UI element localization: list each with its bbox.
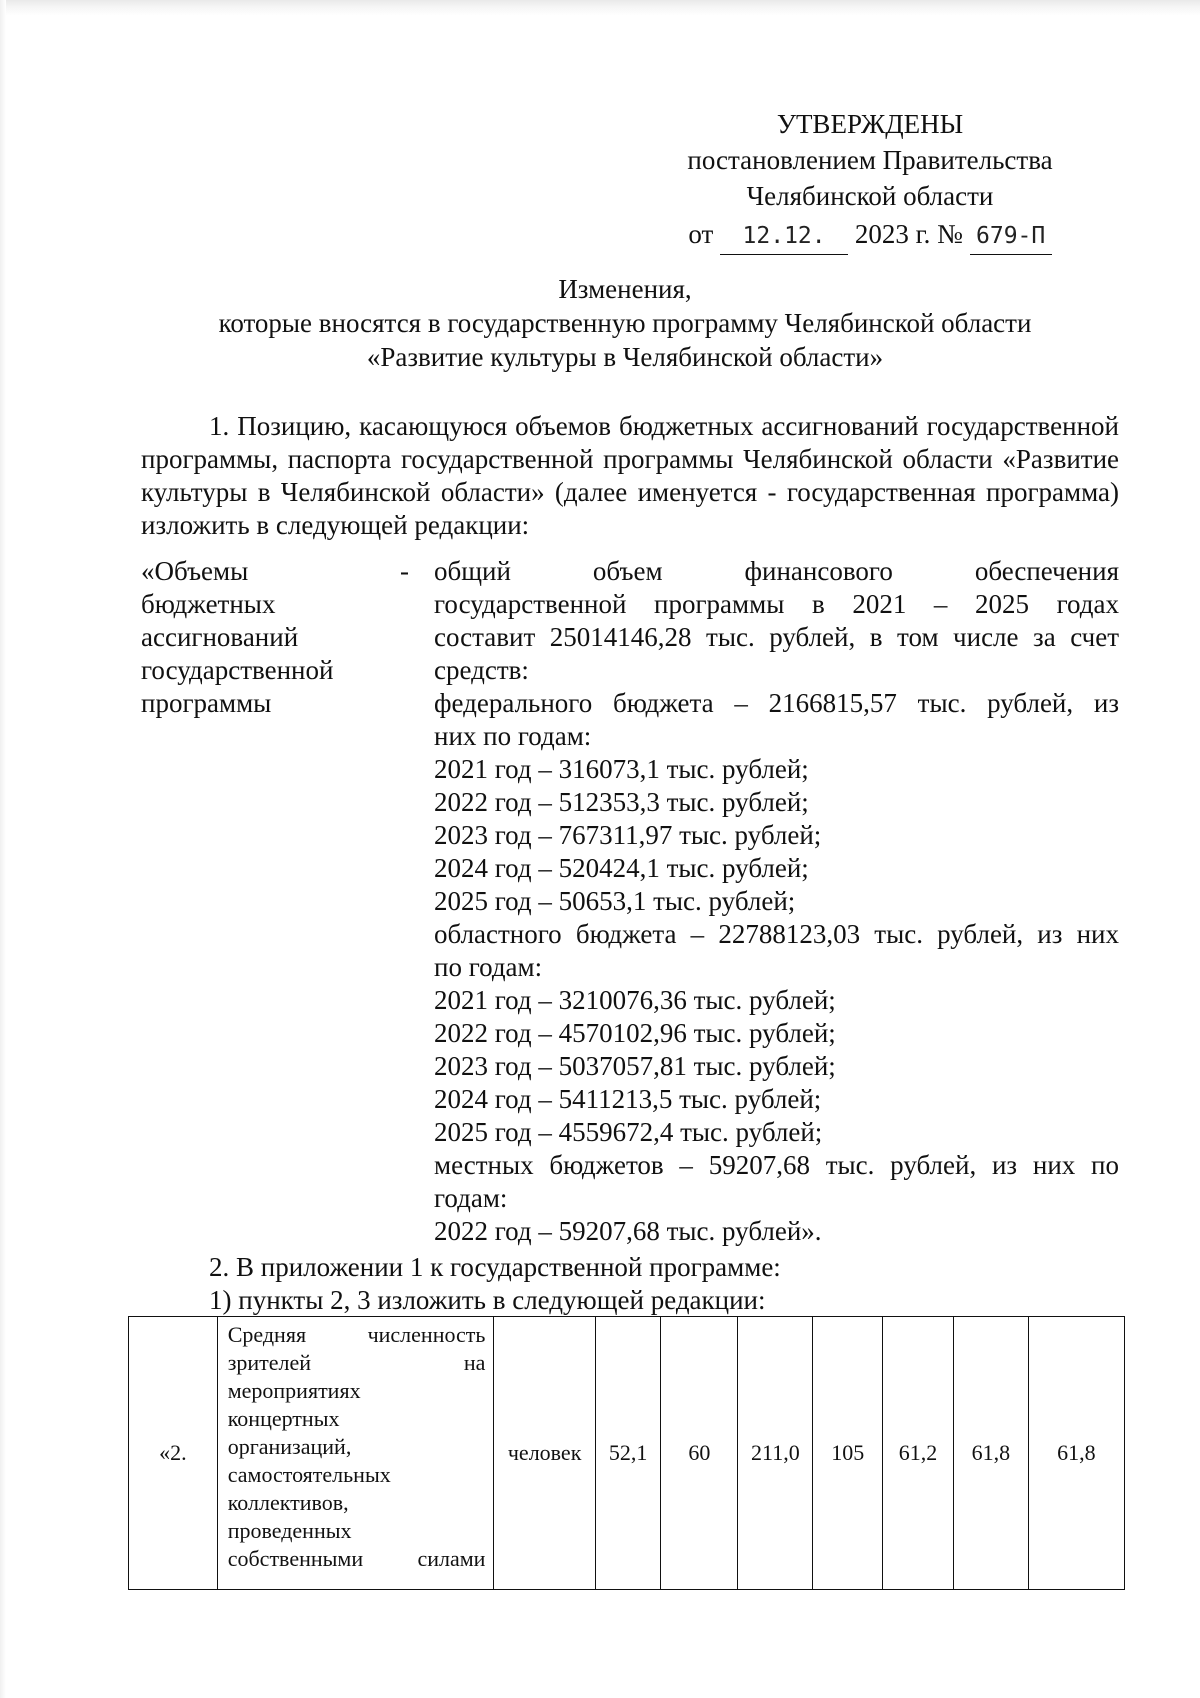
description-line: зрителей на [227, 1350, 486, 1375]
year-label: 2023 г. № [854, 219, 963, 249]
federal-line: них по годам: [434, 721, 592, 751]
scan-edge-left [0, 0, 6, 1698]
allocation-label-line: «Объемы [141, 556, 249, 586]
regional-year: 2023 год – 5037057,81 тыс. рублей; [434, 1051, 836, 1081]
description-line: коллективов, [227, 1490, 349, 1515]
value-cell: 105 [813, 1317, 883, 1590]
local-line: местных бюджетов – 59207,68 тыс. рублей, из них по [434, 1150, 1119, 1180]
regional-year: 2021 год – 3210076,36 тыс. рублей; [434, 985, 836, 1015]
title-line-3: «Развитие культуры в Челябинской области» [366, 342, 884, 372]
value-cell: 60 [661, 1317, 738, 1590]
table-row [129, 1317, 1125, 1590]
local-line: годам: [434, 1183, 508, 1213]
from-label: от [688, 219, 714, 249]
indicators-table [128, 1316, 1125, 1590]
federal-year: 2023 год – 767311,97 тыс. рублей; [434, 820, 822, 850]
value-cell: 61,8 [953, 1317, 1028, 1590]
paragraph-2: 2. В приложении 1 к государственной программе: [209, 1252, 781, 1282]
value-cell: 211,0 [738, 1317, 813, 1590]
federal-year: 2025 год – 50653,1 тыс. рублей; [434, 886, 796, 916]
allocation-details [434, 555, 1119, 1248]
regional-year: 2025 год – 4559672,4 тыс. рублей; [434, 1117, 823, 1147]
row-number: «2. [129, 1317, 218, 1590]
approval-block [640, 106, 1100, 255]
unit-cell: человек [494, 1317, 595, 1590]
regional-line: областного бюджета – 22788123,03 тыс. рублей, из них [434, 919, 1119, 949]
sources-word: средств: [434, 655, 529, 685]
title-line-2: которые вносятся в государственную программу Челябинской области [218, 308, 1032, 338]
approval-heading: УТВЕРЖДЕНЫ [776, 109, 964, 139]
allocation-label-line: программы [141, 688, 272, 718]
value-cell: 52,1 [595, 1317, 660, 1590]
federal-line: федерального бюджета – 2166815,57 тыс. рублей, из [434, 688, 1119, 718]
title-line-1: Изменения, [558, 274, 692, 304]
federal-year: 2021 год – 316073,1 тыс. рублей; [434, 754, 809, 784]
allocation-label-line: бюджетных [141, 589, 276, 619]
allocation-dash: - [400, 556, 409, 586]
handwritten-number: 679-П [970, 218, 1052, 255]
description-line: организаций, [227, 1434, 352, 1459]
regional-line: по годам: [434, 952, 543, 982]
regional-year: 2022 год – 4570102,96 тыс. рублей; [434, 1018, 836, 1048]
regional-year: 2024 год – 5411213,5 тыс. рублей; [434, 1084, 822, 1114]
value-cell: 61,2 [883, 1317, 954, 1590]
indicator-description [217, 1317, 494, 1590]
approval-date-line [640, 216, 1100, 255]
approval-line-1: постановлением Правительства [687, 145, 1053, 175]
value-cell: 61,8 [1028, 1317, 1124, 1590]
description-line: проведенных [227, 1518, 352, 1543]
scan-edge-top [0, 0, 1200, 16]
total-line: государственной программы в 2021 – 2025 годах [434, 589, 1119, 619]
federal-year: 2024 год – 520424,1 тыс. рублей; [434, 853, 809, 883]
allocation-label-line: ассигнований [141, 622, 299, 652]
document-title [130, 272, 1120, 374]
total-line: составит 25014146,28 тыс. рублей, в том числе за счет [434, 622, 1119, 652]
federal-year: 2022 год – 512353,3 тыс. рублей; [434, 787, 809, 817]
handwritten-date: 12.12. [720, 218, 848, 255]
total-line: общий объем финансового обеспечения [434, 556, 1119, 586]
description-line: концертных [227, 1406, 340, 1431]
description-line: собственными силами [227, 1546, 486, 1571]
approval-line-2: Челябинской области [746, 181, 994, 211]
description-line: Средняя численность [227, 1322, 486, 1347]
description-line: самостоятельных [227, 1462, 391, 1487]
paragraph-1: 1. Позицию, касающуюся объемов бюджетных ассигнований государственной программы, паспорта государственной программы Челябинской области «Развитие культуры в Челябинской области» (далее именуется - государственная программа) изложить в следующей редакции: [141, 411, 1119, 540]
local-year: 2022 год – 59207,68 тыс. рублей». [434, 1216, 822, 1246]
allocation-label [141, 555, 391, 720]
paragraph-3: 1) пункты 2, 3 изложить в следующей редакции: [209, 1285, 766, 1315]
description-line: мероприятиях [227, 1378, 361, 1403]
allocation-label-line: государственной [141, 655, 334, 685]
